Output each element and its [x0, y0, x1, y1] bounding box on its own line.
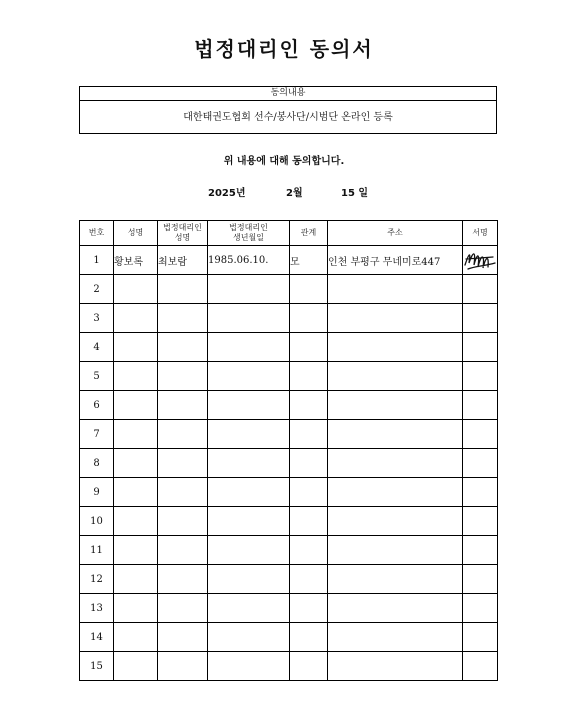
- cell-guardian-birth: [208, 623, 290, 652]
- cell-address: [328, 623, 463, 652]
- header-guardian-name: 법정대리인 성명: [158, 221, 208, 246]
- cell-signature: [463, 652, 498, 681]
- cell-name: [114, 449, 158, 478]
- cell-guardian-birth: [208, 304, 290, 333]
- header-number: 번호: [80, 221, 114, 246]
- cell-address: [328, 478, 463, 507]
- cell-guardian-birth: [208, 507, 290, 536]
- date-year: 2025년: [208, 188, 246, 199]
- row-number: 15: [80, 652, 114, 681]
- cell-address: [328, 507, 463, 536]
- cell-address: [328, 275, 463, 304]
- cell-guardian-name: [158, 391, 208, 420]
- cell-name: [114, 420, 158, 449]
- cell-guardian-birth: [208, 420, 290, 449]
- header-relation: 관계: [290, 221, 328, 246]
- cell-signature: [463, 333, 498, 362]
- cell-address: [328, 333, 463, 362]
- row-number: 2: [80, 275, 114, 304]
- cell-guardian-birth: [208, 536, 290, 565]
- cell-guardian-birth: [208, 449, 290, 478]
- cell-signature: [463, 565, 498, 594]
- cell-guardian-birth: [208, 652, 290, 681]
- table-row: [80, 565, 498, 594]
- cell-guardian-name: [158, 652, 208, 681]
- date-day: 15 일: [341, 188, 369, 199]
- table-row: [80, 420, 498, 449]
- cell-guardian-birth: [208, 362, 290, 391]
- cell-guardian-birth: [208, 594, 290, 623]
- table-row: [80, 304, 498, 333]
- cell-guardian-birth: [208, 565, 290, 594]
- cell-signature: [463, 507, 498, 536]
- cell-name: 황보록: [114, 246, 158, 275]
- row-number: 7: [80, 420, 114, 449]
- cell-name: [114, 275, 158, 304]
- cell-guardian-name: [158, 594, 208, 623]
- cell-guardian-birth: [208, 333, 290, 362]
- cell-guardian-name: [158, 449, 208, 478]
- guardian-table: [79, 220, 498, 681]
- cell-guardian-birth: [208, 478, 290, 507]
- cell-address: [328, 594, 463, 623]
- table-row: [80, 391, 498, 420]
- cell-guardian-name: [158, 420, 208, 449]
- header-guardian-birth: 법정대리인 생년월일: [208, 221, 290, 246]
- cell-relation: [290, 275, 328, 304]
- cell-guardian-name: [158, 362, 208, 391]
- cell-guardian-name: [158, 275, 208, 304]
- cell-guardian-name: [158, 478, 208, 507]
- cell-address: [328, 304, 463, 333]
- cell-signature: [463, 449, 498, 478]
- cell-relation: 모: [290, 246, 328, 275]
- cell-name: [114, 333, 158, 362]
- cell-guardian-birth: [208, 275, 290, 304]
- cell-relation: [290, 623, 328, 652]
- cell-address: [328, 652, 463, 681]
- cell-guardian-name: [158, 536, 208, 565]
- row-number: 11: [80, 536, 114, 565]
- row-number: 5: [80, 362, 114, 391]
- cell-name: [114, 304, 158, 333]
- cell-guardian-name: [158, 565, 208, 594]
- cell-signature: [463, 623, 498, 652]
- cell-relation: [290, 652, 328, 681]
- cell-relation: [290, 333, 328, 362]
- cell-guardian-birth: 1985.06.10.: [208, 246, 290, 275]
- cell-address: [328, 449, 463, 478]
- consent-header: 동의내용: [80, 87, 496, 101]
- cell-signature: [463, 420, 498, 449]
- cell-guardian-birth: [208, 391, 290, 420]
- table-header-row: [80, 221, 498, 246]
- cell-address: [328, 362, 463, 391]
- cell-relation: [290, 565, 328, 594]
- cell-name: [114, 362, 158, 391]
- cell-name: [114, 507, 158, 536]
- table-row: [80, 275, 498, 304]
- cell-guardian-name: 최보람: [158, 246, 208, 275]
- table-row: [80, 449, 498, 478]
- cell-signature: [463, 246, 498, 275]
- table-row: [80, 362, 498, 391]
- cell-signature: [463, 594, 498, 623]
- document-title: 법정대리인 동의서: [194, 37, 374, 61]
- row-number: 6: [80, 391, 114, 420]
- table-row: [80, 507, 498, 536]
- cell-signature: [463, 391, 498, 420]
- cell-address: [328, 391, 463, 420]
- cell-name: [114, 623, 158, 652]
- row-number: 4: [80, 333, 114, 362]
- table-row: [80, 623, 498, 652]
- row-number: 12: [80, 565, 114, 594]
- table-row: [80, 333, 498, 362]
- cell-signature: [463, 362, 498, 391]
- cell-relation: [290, 362, 328, 391]
- cell-address: [328, 420, 463, 449]
- cell-guardian-name: [158, 507, 208, 536]
- table-row: [80, 594, 498, 623]
- cell-relation: [290, 594, 328, 623]
- cell-address: [328, 565, 463, 594]
- row-number: 1: [80, 246, 114, 275]
- table-row: [80, 536, 498, 565]
- cell-name: [114, 652, 158, 681]
- cell-guardian-name: [158, 333, 208, 362]
- cell-relation: [290, 391, 328, 420]
- table-row: [80, 246, 498, 275]
- cell-relation: [290, 478, 328, 507]
- cell-relation: [290, 507, 328, 536]
- cell-relation: [290, 304, 328, 333]
- signature-mark: [463, 247, 497, 273]
- cell-name: [114, 536, 158, 565]
- cell-guardian-name: [158, 304, 208, 333]
- date-month: 2월: [286, 188, 303, 199]
- row-number: 9: [80, 478, 114, 507]
- consent-box: [79, 86, 497, 134]
- cell-name: [114, 478, 158, 507]
- cell-signature: [463, 536, 498, 565]
- cell-address: 인천 부평구 무네미로447: [328, 246, 463, 275]
- cell-signature: [463, 275, 498, 304]
- agreement-statement: 위 내용에 대해 동의합니다.: [223, 156, 345, 167]
- cell-relation: [290, 536, 328, 565]
- header-signature: 서명: [463, 221, 498, 246]
- header-name: 성명: [114, 221, 158, 246]
- cell-name: [114, 391, 158, 420]
- row-number: 14: [80, 623, 114, 652]
- row-number: 13: [80, 594, 114, 623]
- cell-signature: [463, 304, 498, 333]
- cell-address: [328, 536, 463, 565]
- cell-guardian-name: [158, 623, 208, 652]
- consent-content: 대한태권도협회 선수/봉사단/시범단 온라인 등록: [183, 112, 393, 123]
- header-address: 주소: [328, 221, 463, 246]
- row-number: 3: [80, 304, 114, 333]
- cell-relation: [290, 449, 328, 478]
- cell-relation: [290, 420, 328, 449]
- cell-name: [114, 565, 158, 594]
- cell-name: [114, 594, 158, 623]
- row-number: 10: [80, 507, 114, 536]
- table-row: [80, 652, 498, 681]
- row-number: 8: [80, 449, 114, 478]
- cell-signature: [463, 478, 498, 507]
- table-row: [80, 478, 498, 507]
